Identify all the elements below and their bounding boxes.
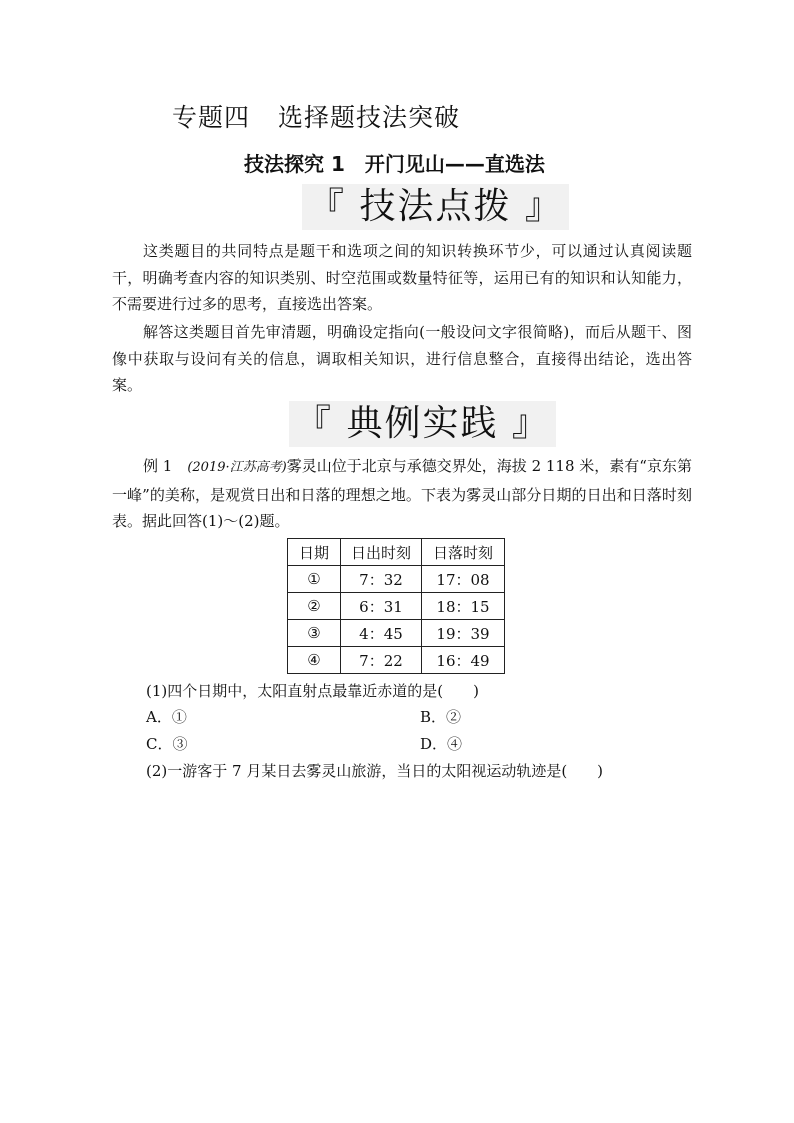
table-cell: ③ [288,620,341,647]
option-a: A．① [146,708,187,726]
subtitle-number: 技法探究 1 [244,152,345,176]
table-cell: 7：32 [341,566,422,593]
table-row [288,620,505,647]
table-row [288,566,505,593]
example-text: 雾灵山位于北京与承德交界处，海拔 2 118 米，素有“京东第一峰”的美称，是观赏日出和日落的理想之地。下表为雾灵山部分日期的日出和日落时刻表。据此回答(1)～(2)题。 [112,457,692,530]
table-header: 日落时刻 [422,539,505,566]
table-cell: 6：31 [341,593,422,620]
sunrise-sunset-table [287,538,505,674]
paragraph-2: 解答这类题目首先审清题，明确设定指向(一般设问文字很简略)，而后从题干、图像中获取与设问有关的信息，调取相关知识，进行信息整合，直接得出结论，选出答案。 [112,323,692,394]
option-c: C．③ [146,735,188,753]
question-1: (1)四个日期中，太阳直射点最靠近赤道的是( ) [146,682,479,700]
section-subtitle [244,148,545,177]
table-cell: ② [288,593,341,620]
table-header: 日出时刻 [341,539,422,566]
title-text: 选择题技法突破 [278,103,461,132]
example-paragraph [112,453,692,535]
table-cell: 18：15 [422,593,505,620]
option-d: D．④ [420,735,463,753]
table-cell: 7：22 [341,647,422,674]
table-cell: 17：08 [422,566,505,593]
table-cell: 16：49 [422,647,505,674]
example-source: (2019·江苏高考) [187,460,287,475]
table-header-row [288,539,505,566]
table-cell: ④ [288,647,341,674]
subtitle-text: 开门见山——直选法 [364,152,545,176]
paragraph-1: 这类题目的共同特点是题干和选项之间的知识转换环节少，可以通过认真阅读题干，明确考查内容的知识类别、时空范围或数量特征等，运用已有的知识和认知能力，不需要进行过多的思考，直接选出答案。 [112,242,692,313]
table-cell: ① [288,566,341,593]
table-row [288,647,505,674]
table-header: 日期 [288,539,341,566]
table-cell: 19：39 [422,620,505,647]
table-cell: 4：45 [341,620,422,647]
example-banner: 『 典例实践 』 [289,401,556,447]
question-2: (2)一游客于 7 月某日去雾灵山旅游，当日的太阳视运动轨迹是( ) [146,762,604,780]
page-title [172,98,460,134]
example-label: 例 1 [143,457,173,475]
title-topic: 专题四 [172,103,251,132]
table-row [288,593,505,620]
option-b: B．② [420,708,462,726]
technique-banner: 『 技法点拨 』 [302,184,569,230]
